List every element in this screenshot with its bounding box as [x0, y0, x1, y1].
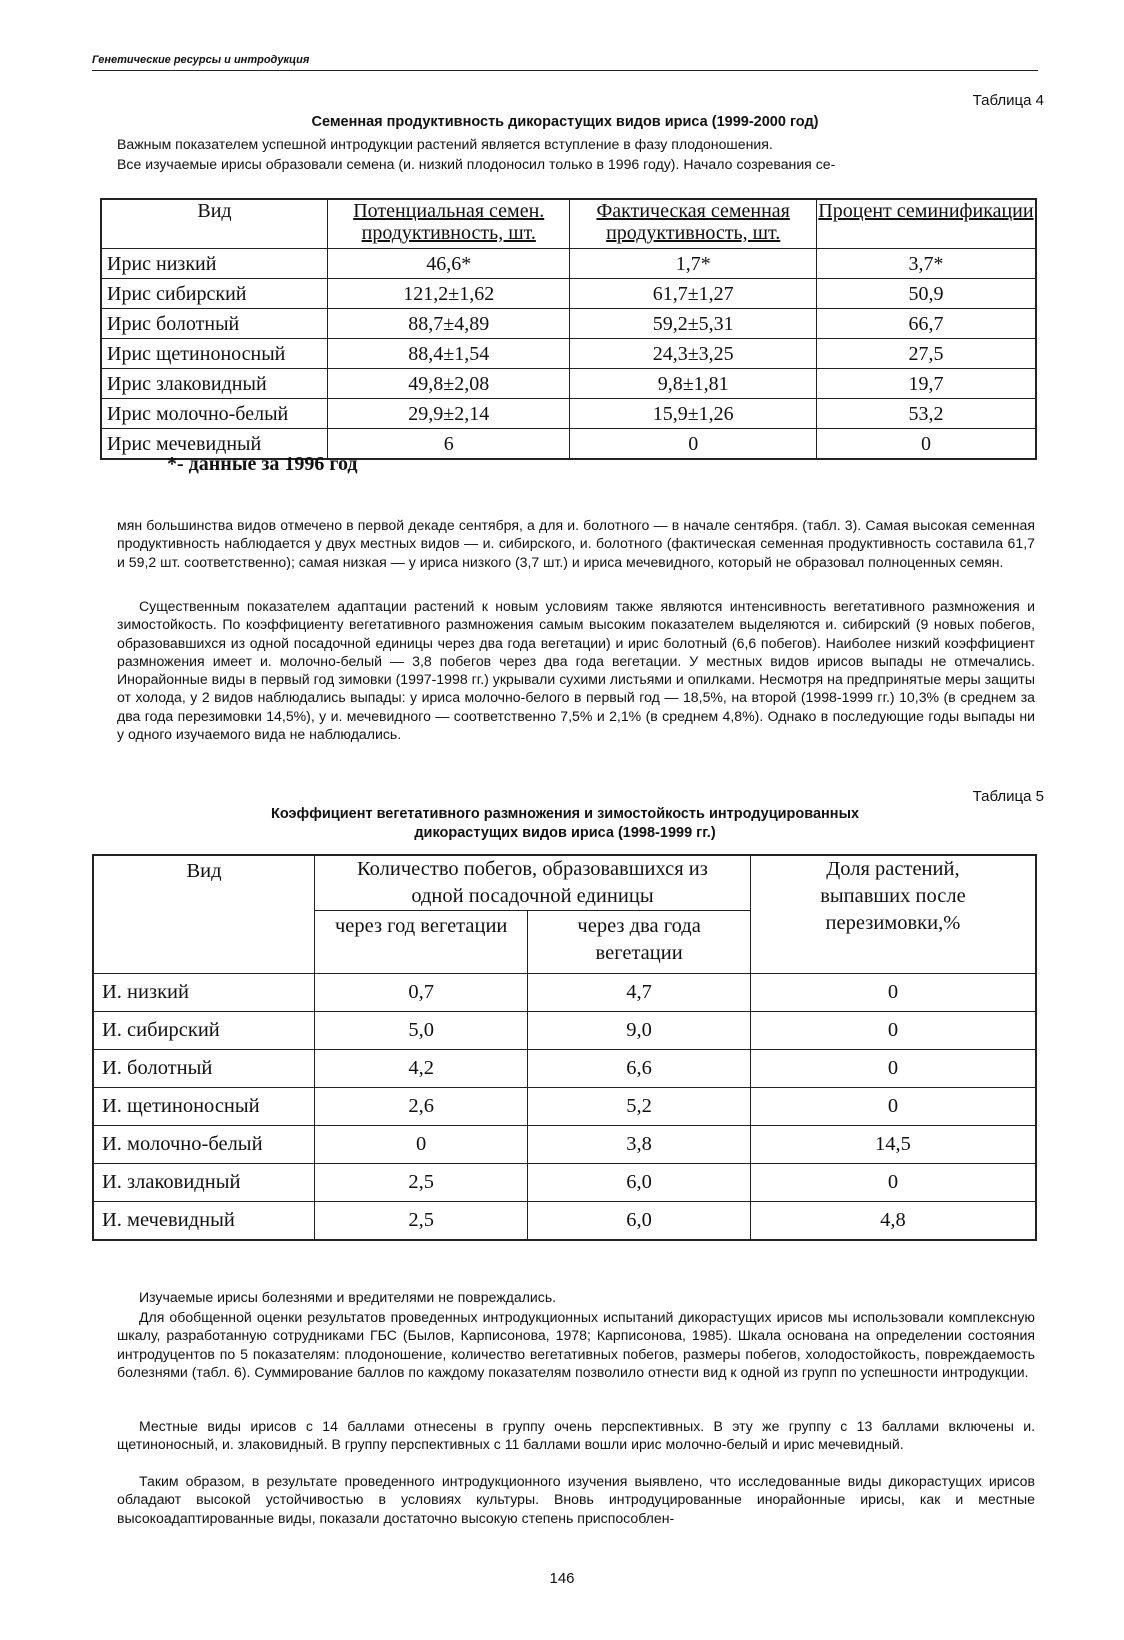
species-cell: Ирис молочно-белый	[101, 399, 328, 429]
one-year-cell: 2,5	[315, 1202, 528, 1241]
paragraph-middle-2: Существенным показателем адаптации растений к новым условиям также являются интенсивность вегетативного размножения и зимостойкость. По коэффициенту вегетативного размножения самым высоким показателем выделяются и. сибирский (9 новых побегов, образовавшихся из одной посадочной единицы через два года вегетации) и ирис болотный (6,6 побегов). Наиболее низкий коэффициент размножения имеет и. молочно-белый — 3,8 побегов через два года вегетации. У местных видов ирисов выпады не отмечались. Инорайонные виды в первый год зимовки (1997-1998 гг.) укрывали сухими листьями и опилками. Несмотря на предпринятые меры защиты от холода, у 2 видов наблюдались выпады: у ириса молочно-белого в первый год — 18,5%, на второй (1998-1999 гг.) 10,3% (в среднем за два года перезимовки 14,5%), у и. мечевидного — соответственно 7,5% и 2,1% (в среднем 4,8%). Однако в последующие годы выпады ни у одного изучаемого вида не наблюдались.	[117, 598, 1035, 743]
actual-cell: 9,8±1,81	[570, 369, 816, 399]
table-row	[93, 1012, 1036, 1050]
two-years-cell: 4,7	[528, 974, 751, 1012]
paragraph-bottom-1: Изучаемые ирисы болезнями и вредителями не повреждались.	[139, 1289, 557, 1305]
table-row	[101, 249, 1036, 279]
table4	[100, 198, 1037, 460]
table-row	[93, 1088, 1036, 1126]
percent-cell: 66,7	[816, 309, 1036, 339]
table-row	[93, 974, 1036, 1012]
one-year-cell: 2,5	[315, 1164, 528, 1202]
percent-cell: 50,9	[816, 279, 1036, 309]
species-cell: Ирис низкий	[101, 249, 328, 279]
loss-cell: 4,8	[750, 1202, 1036, 1241]
table5-header-row-1	[93, 855, 1036, 911]
table-row	[101, 309, 1036, 339]
table-row	[101, 369, 1036, 399]
species-cell: Ирис мечевидный	[101, 429, 328, 460]
table-row	[93, 1126, 1036, 1164]
paragraph-top-1: Важным показателем успешной интродукции растений является вступление в фазу плодоношения.	[117, 136, 773, 152]
page-number: 146	[549, 1570, 575, 1587]
actual-cell: 0	[570, 429, 816, 460]
table-row	[93, 1202, 1036, 1241]
table5-header-species: Вид	[93, 855, 315, 974]
table4-header-species: Вид	[101, 199, 328, 249]
table5-header-two-years: через два года вегетации	[528, 911, 751, 974]
percent-cell: 0	[816, 429, 1036, 460]
one-year-cell: 0,7	[315, 974, 528, 1012]
one-year-cell: 2,6	[315, 1088, 528, 1126]
paragraph-bottom-2: Для обобщенной оценки результатов проведенных интродукционных испытаний дикорастущих ирисов мы использовали комплексную шкалу, разработанную сотрудниками ГБС (Былов, Карписонова, 1978; Карписонова, 1985). Шкала основана на определении состояния интродуцентов по 5 показателям: плодоношение, количество вегетативных побегов, размеры побегов, холодостойкость, повреждаемость болезнями (табл. 6). Суммирование баллов по каждому показателям позволило отнести вид к одной из групп по успешности интродукции.	[117, 1309, 1035, 1380]
loss-cell: 0	[750, 1088, 1036, 1126]
species-cell: И. болотный	[93, 1050, 315, 1088]
actual-cell: 15,9±1,26	[570, 399, 816, 429]
species-cell: И. мечевидный	[93, 1202, 315, 1241]
table4-footnote: *- данные за 1996 год	[167, 453, 358, 475]
percent-cell: 19,7	[816, 369, 1036, 399]
paragraph-bottom-3: Местные виды ирисов с 14 баллами отнесены в группу очень перспективных. В эту же группу с 13 баллами включены и. щетиноносный, и. злаковидный. В группу перспективных с 11 баллами вошли ирис молочно-белый и ирис мечевидный.	[117, 1418, 1035, 1453]
table5-label: Таблица 5	[972, 788, 1044, 805]
paragraph-bottom-4: Таким образом, в результате проведенного интродукционного изучения выявлено, что исследованные виды дикорастущих ирисов обладают высокой устойчивостью в условиях культуры. Вновь интродуцированные инорайонные ирисы, как и местные высокоадаптированные виды, показали достаточно высокую степень приспособлен-	[117, 1473, 1035, 1526]
two-years-cell: 6,0	[528, 1202, 751, 1241]
percent-cell: 27,5	[816, 339, 1036, 369]
potential-cell: 121,2±1,62	[328, 279, 570, 309]
loss-cell: 0	[750, 1164, 1036, 1202]
two-years-cell: 9,0	[528, 1012, 751, 1050]
species-cell: Ирис щетиноносный	[101, 339, 328, 369]
table5-title-line1: Коэффициент вегетативного размножения и зимостойкость интродуцированных	[270, 806, 860, 822]
table-row	[101, 399, 1036, 429]
species-cell: И. злаковидный	[93, 1164, 315, 1202]
two-years-cell: 5,2	[528, 1088, 751, 1126]
actual-cell: 61,7±1,27	[570, 279, 816, 309]
species-cell: Ирис сибирский	[101, 279, 328, 309]
loss-cell: 14,5	[750, 1126, 1036, 1164]
percent-cell: 3,7*	[816, 249, 1036, 279]
potential-cell: 6	[328, 429, 570, 460]
table4-header-percent: Процент семинификации	[816, 199, 1036, 249]
table5-header-group: Количество побегов, образовавшихся из одной посадочной единицы	[315, 855, 751, 911]
table-row	[93, 1050, 1036, 1088]
species-cell: Ирис злаковидный	[101, 369, 328, 399]
table4-title: Семенная продуктивность дикорастущих видов ириса (1999-2000 год)	[311, 114, 819, 130]
loss-cell: 0	[750, 1050, 1036, 1088]
two-years-cell: 3,8	[528, 1126, 751, 1164]
table-row	[101, 279, 1036, 309]
species-cell: И. сибирский	[93, 1012, 315, 1050]
species-cell: И. молочно-белый	[93, 1126, 315, 1164]
potential-cell: 49,8±2,08	[328, 369, 570, 399]
actual-cell: 1,7*	[570, 249, 816, 279]
one-year-cell: 4,2	[315, 1050, 528, 1088]
two-years-cell: 6,0	[528, 1164, 751, 1202]
table5-header-loss: Доля растений, выпавших после перезимовки,%	[750, 855, 1036, 974]
loss-cell: 0	[750, 974, 1036, 1012]
table5-header-one-year: через год вегетации	[315, 911, 528, 974]
one-year-cell: 5,0	[315, 1012, 528, 1050]
paragraph-top-2: Все изучаемые ирисы образовали семена (и. низкий плодоносил только в 1996 году). Начало созревания се-	[117, 156, 836, 172]
running-head: Генетические ресурсы и интродукция	[92, 54, 1038, 71]
table4-header-row	[101, 199, 1036, 249]
table-row	[101, 339, 1036, 369]
species-cell: И. низкий	[93, 974, 315, 1012]
potential-cell: 88,7±4,89	[328, 309, 570, 339]
table-row	[93, 1164, 1036, 1202]
species-cell: И. щетиноносный	[93, 1088, 315, 1126]
potential-cell: 88,4±1,54	[328, 339, 570, 369]
loss-cell: 0	[750, 1012, 1036, 1050]
one-year-cell: 0	[315, 1126, 528, 1164]
table4-label: Таблица 4	[972, 92, 1044, 109]
percent-cell: 53,2	[816, 399, 1036, 429]
table5	[92, 854, 1037, 1241]
two-years-cell: 6,6	[528, 1050, 751, 1088]
potential-cell: 29,9±2,14	[328, 399, 570, 429]
paragraph-middle-1: мян большинства видов отмечено в первой декаде сентября, а для и. болотного — в начале сентября. (табл. 3). Самая высокая семенная продуктивность наблюдается у двух местных видов — и. сибирского, и. болотного (фактическая семенная продуктивность составила 61,7 и 59,2 шт. соответственно); самая низкая — у ириса низкого (3,7 шт.) и ириса мечевидного, который не образовал полноценных семян.	[117, 517, 1035, 570]
table5-title-line2: дикорастущих видов ириса (1998-1999 гг.)	[414, 825, 716, 841]
actual-cell: 24,3±3,25	[570, 339, 816, 369]
actual-cell: 59,2±5,31	[570, 309, 816, 339]
table4-header-actual: Фактическая семенная продуктивность, шт.	[570, 199, 816, 249]
species-cell: Ирис болотный	[101, 309, 328, 339]
potential-cell: 46,6*	[328, 249, 570, 279]
table4-header-potential: Потенциальная семен. продуктивность, шт.	[328, 199, 570, 249]
